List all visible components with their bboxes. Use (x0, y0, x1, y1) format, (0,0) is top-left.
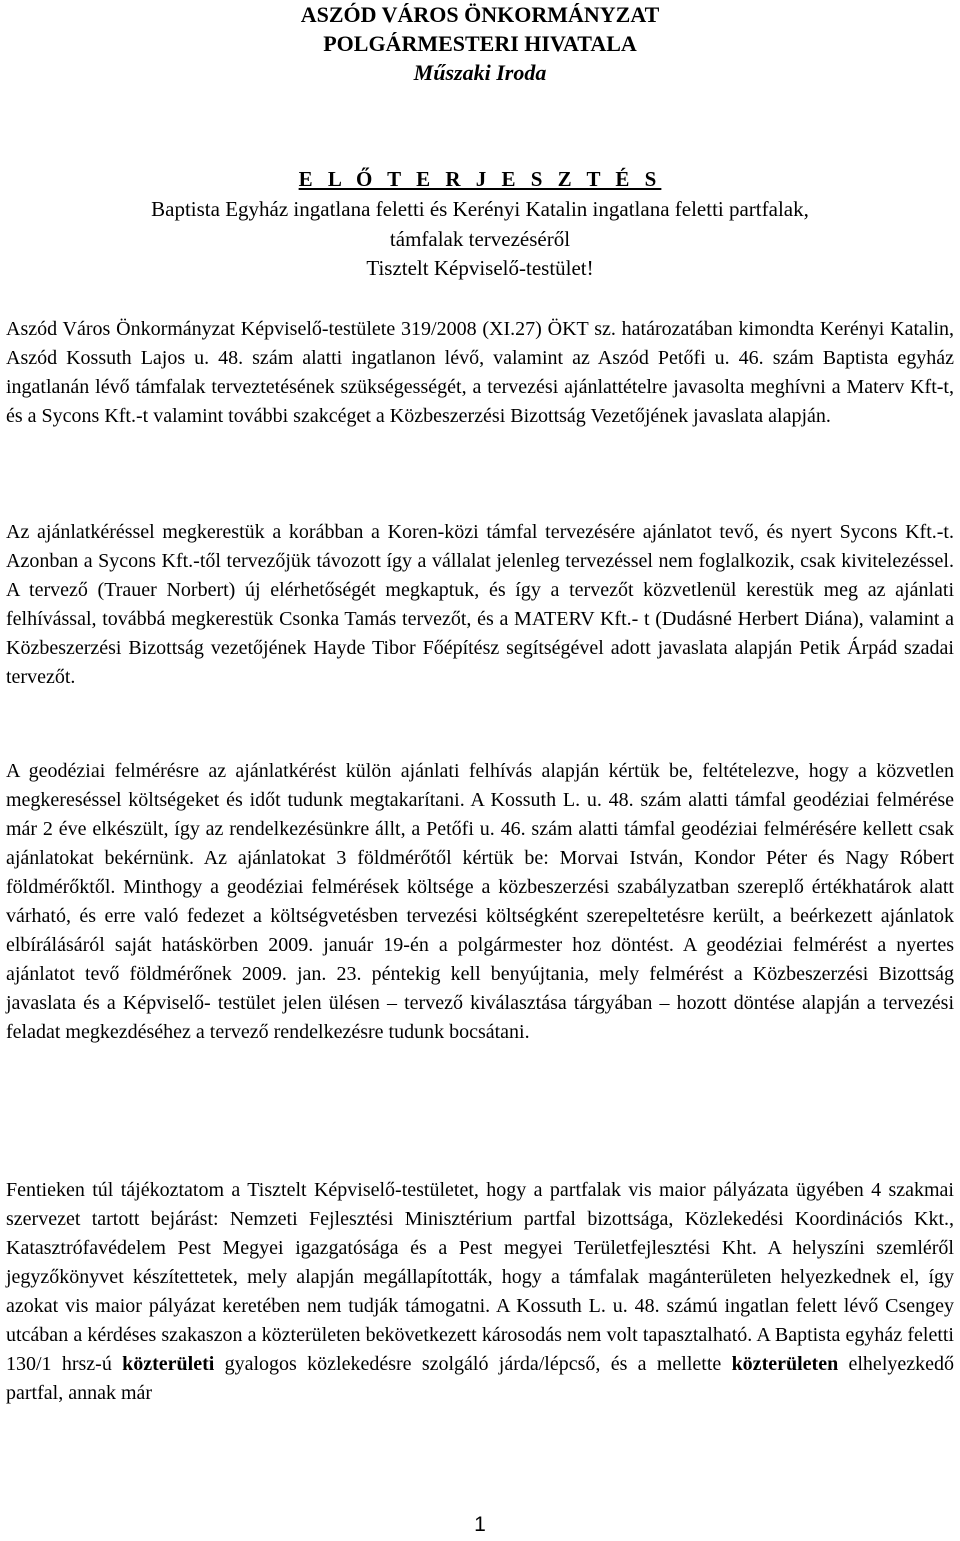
header-line-1: ASZÓD VÁROS ÖNKORMÁNYZAT (300, 2, 660, 27)
paragraph-4-part-e: elhelyezkedő partfal, annak már (6, 1353, 955, 1404)
proposal-title (0, 164, 960, 254)
paragraph-4-part-a: Fentieken túl tájékoztatom a Tisztelt Képviselő-testületet, hogy a partfalak vis maior pályázata ügyében 4 szakmai szervezet tartott bejárást: Nemzeti Fejlesztési Minisztérium partfal bizottsága, Közlekedési Koordinációs Kkt., Katasztrófavédelem Pest Megyei igazgatósága és a Pest megyei Területfejlesztési Kht. A helyszíni szemléről jegyzőkönyvet készítettetek, mely alapján megállapították, hogy a támfalak magánterületen helyezkednek el, így azokat vis maior pályázat keretében nem tudják támogatni. A Kossuth L. u. 48. számú ingatlan felett lévő Csengey utcában a kérdéses szakaszon a közterületen bekövetkezett károsodás nem volt tapasztalható. A Baptista egyház feletti 130/1 hrsz-ú (6, 1179, 954, 1375)
paragraph-4-part-c: gyalogos közlekedésre szolgáló járda/lépcső, és a mellette (214, 1353, 732, 1375)
paragraph-4-bold-b: közterületen (731, 1353, 839, 1375)
paragraph-4-bold-a: közterületi (122, 1353, 215, 1375)
proposal-subject: Baptista Egyház ingatlana feletti és Kerényi Katalin ingatlana feletti partfalak, támfalak tervezéséről (151, 197, 809, 251)
paragraph-1: Aszód Város Önkormányzat Képviselő-testülete 319/2008 (XI.27) ÖKT sz. határozatában kimondta Kerényi Katalin, Aszód Kossuth Lajos u. 48. szám alatti ingatlanon lévő, valamint az Aszód Petőfi u. 46. szám Baptista egyház ingatlanán lévő támfalak terveztetésének szükségességét, a tervezési ajánlattételre javasolta meghívni a Materv Kft-t, és a Sycons Kft.-t valamint további szakcéget a Közbeszerzési Bizottság Vezetőjének javaslata alapján. (6, 318, 954, 427)
paragraph-3: A geodéziai felmérésre az ajánlatkérést külön ajánlati felhívás alapján kértük be, feltételezve, hogy a közvetlen megkereséssel költségeket és időt tudunk megtakarítani. A Kossuth L. u. 48. szám alatti támfal geodéziai felmérése már 2 éve elkészült, így az rendelkezésünkre állt, a Petőfi u. 46. szám alatti támfal geodéziai felmérésére kellett csak ajánlatokat bekérnünk. Az ajánlatokat 3 földmérőtől kértük be: Morvai István, Kondor Péter és Nagy Róbert földmérőktől. Minthogy a geodéziai felmérések költsége a közbeszerzési szabályzatban szereplő értékhatárok alatt várható, és erre való fedezet a költségvetésben tervezési költségként szerepeltetésre került, a beérkezett ajánlatok elbírálásáról saját hatáskörben 2009. január 19-én a polgármester hoz döntést. A geodéziai felmérést a nyertes ajánlatot tevő földmérőnek 2009. jan. 23. péntekig kell benyújtania, mely felmérést a Közbeszerzési Bizottság javaslata és a Képviselő- testület jelen ülésen – tervező kiválasztása tárgyában – hozott döntése alapján a tervezési feladat megkezdéséhez a tervező rendelkezésre tudunk bocsátani. (6, 760, 954, 1043)
header-line-2: POLGÁRMESTERI HIVATALA (323, 31, 637, 56)
salutation: Tisztelt Képviselő-testület! (366, 256, 594, 280)
paragraph-2: Az ajánlatkéréssel megkerestük a korábban a Koren-közi támfal tervezésére ajánlatot tevő, és nyert Sycons Kft.-t. Azonban a Sycons Kft.-től tervezőjük távozott így a vállalat jelenleg tervezéssel nem foglalkozik, csak kivitelezéssel. A tervező (Trauer Norbert) új elérhetőségét megkaptuk, és így a tervezőt közvetlenül kerestük meg az ajánlati felhívással, továbbá megkerestük Csonka Tamás tervezőt, és a MATERV Kft.- t (Dudásné Herbert Diána), valamint a Közbeszerzési Bizottság vezetőjének Hayde Tibor Főépítész segítségével adott javaslata alapján Petik Árpád szadai tervezőt. (6, 521, 954, 688)
paragraph-4 (6, 1176, 954, 1408)
proposal-heading: E L Ő T E R J E S Z T É S (298, 167, 662, 191)
office-header (0, 0, 960, 87)
header-line-3: Műszaki Iroda (413, 60, 547, 85)
page-number: 1 (474, 1513, 486, 1536)
